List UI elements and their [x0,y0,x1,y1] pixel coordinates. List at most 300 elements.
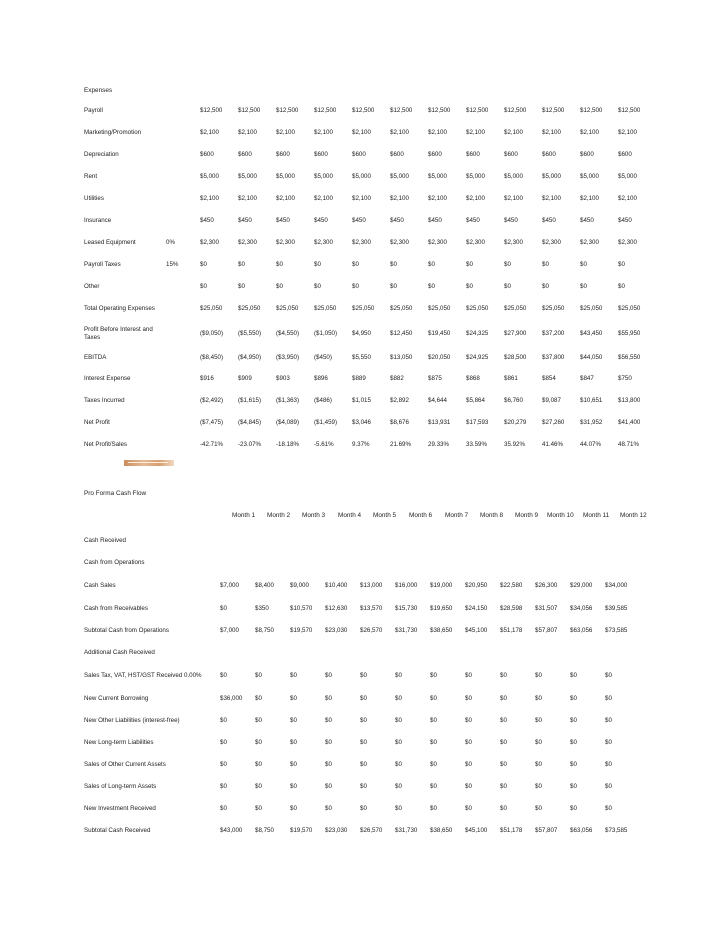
expenses-title: Expenses [84,87,113,94]
expense-row-label: Payroll [84,107,103,114]
cashflow-cell: $0 [395,783,402,790]
cashflow-cell: $0 [535,695,542,702]
cashflow-cell: $31,507 [535,605,558,612]
expense-cell: $2,100 [504,195,523,202]
expense-cell: $25,050 [238,305,261,312]
cashflow-cell: $10,400 [325,582,348,589]
cashflow-cell [500,642,535,664]
cashflow-row-label: Sales Tax, VAT, HST/GST Received [84,672,183,679]
expense-row-rate: 0% [166,239,175,246]
expense-cell: $25,050 [580,305,603,312]
expense-cell: 33.59% [466,441,487,448]
cashflow-cell: $0 [605,717,612,724]
month-header: Month 9 [515,512,539,519]
cashflow-cell [290,552,325,574]
expense-cell: $750 [618,375,632,382]
cashflow-cell: $0 [500,783,507,790]
expense-cell: $600 [466,151,480,158]
cashflow-cell: $0 [255,672,262,679]
cashflow-cell: $19,570 [290,827,313,834]
expense-cell: $4,950 [352,330,371,337]
cashflow-cell [535,642,570,664]
cashflow-row-rate [184,642,220,664]
cashflow-cell: $0 [500,672,507,679]
expense-row [84,188,656,210]
expense-cell: $600 [580,151,594,158]
cashflow-cell: $0 [220,672,227,679]
month-header: Month 5 [373,512,397,519]
expense-cell: $2,100 [580,195,599,202]
cashflow-cell: $0 [220,761,227,768]
expense-cell: $5,000 [466,173,485,180]
expense-row-label: Rent [84,173,98,180]
expense-cell: ($9,050) [200,330,224,337]
expense-cell: $2,300 [618,239,637,246]
cashflow-cell: $0 [255,717,262,724]
cashflow-cell: $0 [500,761,507,768]
expense-cell: $2,100 [352,195,371,202]
expense-cell: $12,500 [428,107,451,114]
cashflow-cell: $0 [605,783,612,790]
cashflow-row-label: Subtotal Cash from Operations [84,627,169,634]
cashflow-cell: $0 [430,672,437,679]
expense-cell: $2,100 [352,129,371,136]
cashflow-cell: $19,000 [430,582,453,589]
expense-cell: $25,050 [504,305,527,312]
cashflow-cell: $19,650 [430,605,453,612]
cashflow-row [84,776,640,798]
cashflow-cell: $0 [430,739,437,746]
expense-cell: $450 [542,217,556,224]
cashflow-cell: $0 [570,717,577,724]
expense-cell: $600 [200,151,214,158]
cashflow-cell: $0 [325,739,332,746]
cashflow-cell: $0 [255,805,262,812]
cashflow-row [84,530,640,552]
expense-row-label: Interest Expense [84,375,131,382]
expense-cell: $450 [428,217,442,224]
cashflow-cell: $26,570 [360,627,383,634]
expense-cell: $43,450 [580,330,603,337]
expense-cell: $882 [390,375,404,382]
expense-cell: $0 [352,283,359,290]
expense-cell: $2,100 [390,129,409,136]
expense-row-label: Other [84,283,100,290]
expense-cell: $5,000 [390,173,409,180]
expense-cell: $13,800 [618,397,641,404]
cashflow-row-rate [184,710,220,732]
expense-cell: $0 [200,283,207,290]
expense-cell: 29.33% [428,441,449,448]
expense-cell: $0 [428,261,435,268]
expense-row-rate [166,210,200,232]
expense-cell: 48.71% [618,441,639,448]
cashflow-cell: $29,000 [570,582,593,589]
expense-cell: $0 [580,261,587,268]
cashflow-cell: $0 [535,761,542,768]
expense-cell: ($4,089) [276,419,300,426]
cashflow-row-label: New Other Liabilities (interest-free) [84,717,180,724]
cashflow-cell: $34,056 [570,605,593,612]
cashflow-cell: $0 [290,717,297,724]
expense-row-rate [166,390,200,412]
cashflow-cell [570,552,605,574]
expense-cell: $4,644 [428,397,447,404]
cashflow-cell [570,530,605,552]
expense-cell: $600 [276,151,290,158]
cashflow-cell [290,530,325,552]
cashflow-cell: $0 [325,761,332,768]
expense-cell: $450 [200,217,214,224]
expense-row-rate [166,412,200,434]
cash-flow-title: Pro Forma Cash Flow [84,490,147,497]
expense-cell: $0 [580,283,587,290]
cashflow-cell [465,552,500,574]
cashflow-cell: $9,000 [290,582,309,589]
expense-cell: $20,050 [428,354,451,361]
cashflow-cell [430,552,465,574]
expense-cell: ($5,550) [238,330,262,337]
expense-cell: $0 [238,283,245,290]
expense-cell: $25,050 [314,305,337,312]
expense-row [84,320,656,348]
expense-cell: $854 [542,375,556,382]
expense-cell: $5,000 [200,173,219,180]
cashflow-cell: $36,000 [220,695,243,702]
expense-cell: $2,100 [314,129,333,136]
expense-cell: $25,050 [276,305,299,312]
expense-row-rate [166,298,200,320]
expense-row-rate [166,166,200,188]
month-header: Month 2 [267,512,291,519]
expense-cell: $2,100 [504,129,523,136]
expense-row-rate [166,122,200,144]
expense-row [84,298,656,320]
cashflow-row-rate [184,732,220,754]
expense-cell: $13,050 [390,354,413,361]
expense-row [84,434,656,456]
cashflow-cell: $0 [570,672,577,679]
expense-cell: $2,100 [314,195,333,202]
cashflow-cell: $0 [360,739,367,746]
expense-cell: $27,900 [504,330,527,337]
expense-cell: $0 [466,261,473,268]
expense-cell: $5,000 [542,173,561,180]
expense-cell: ($1,459) [314,419,338,426]
expense-cell: $5,000 [314,173,333,180]
cashflow-cell: $0 [570,805,577,812]
cashflow-cell: $0 [360,695,367,702]
expense-cell: $2,300 [352,239,371,246]
cashflow-cell: $0 [395,761,402,768]
expense-cell: $2,100 [428,195,447,202]
expense-row [84,254,656,276]
expense-cell: $25,050 [466,305,489,312]
cashflow-cell: $0 [500,695,507,702]
cashflow-row [84,552,640,574]
expense-cell: $2,300 [314,239,333,246]
cashflow-cell: $0 [465,805,472,812]
cashflow-cell: $23,030 [325,627,348,634]
expense-cell: $2,300 [390,239,409,246]
expense-row-rate [166,144,200,166]
expense-cell: $2,100 [580,129,599,136]
cashflow-cell: $10,570 [290,605,313,612]
expense-cell: $2,100 [390,195,409,202]
expense-cell: $27,260 [542,419,565,426]
expense-cell: $896 [314,375,328,382]
month-header: Month 8 [480,512,504,519]
month-header: Month 3 [302,512,326,519]
expense-row [84,232,656,254]
expense-cell: 21.69% [390,441,411,448]
cashflow-cell: $45,100 [465,827,488,834]
expense-cell: $55,950 [618,330,641,337]
expense-cell: $875 [428,375,442,382]
cashflow-cell: $0 [395,739,402,746]
cashflow-cell: $0 [605,761,612,768]
expense-cell: $600 [504,151,518,158]
cashflow-cell: $0 [535,672,542,679]
expense-cell: $12,500 [618,107,641,114]
cashflow-cell: $0 [360,805,367,812]
cashflow-row-rate [184,688,220,710]
cashflow-cell [395,552,430,574]
cashflow-cell: $0 [535,805,542,812]
expense-cell: $12,500 [352,107,375,114]
expense-cell: $25,050 [352,305,375,312]
cashflow-row-label: Cash Sales [84,582,116,589]
expense-cell: $2,100 [238,129,257,136]
expense-row-label: Net Profit [84,419,110,426]
expense-row-rate [166,100,200,122]
expense-cell: $2,300 [428,239,447,246]
cashflow-cell [430,642,465,664]
expense-cell: $450 [504,217,518,224]
expense-cell: $8,676 [390,419,409,426]
cashflow-cell: $31,730 [395,827,418,834]
expense-cell: $909 [238,375,252,382]
cashflow-row [84,710,640,732]
expense-row-label: EBITDA [84,354,107,361]
expense-cell: $41,400 [618,419,641,426]
cashflow-cell: $45,100 [465,627,488,634]
expense-row-label: Utilities [84,195,104,202]
expense-cell: $0 [618,261,625,268]
cashflow-row-label: Sales of Other Current Assets [84,761,166,768]
cashflow-cell [570,642,605,664]
expense-cell: $2,300 [542,239,561,246]
expense-cell: $12,500 [238,107,261,114]
expense-cell: $2,300 [238,239,257,246]
cashflow-row-rate [184,798,220,820]
cashflow-cell [395,530,430,552]
cashflow-cell: $7,000 [220,582,239,589]
expense-cell: $25,050 [542,305,565,312]
expense-cell: $5,000 [352,173,371,180]
expense-cell: $0 [618,283,625,290]
cashflow-cell: $26,570 [360,827,383,834]
expense-cell: $20,279 [504,419,527,426]
cashflow-cell: $0 [290,761,297,768]
expense-cell: ($4,845) [238,419,262,426]
expense-row [84,276,656,298]
cashflow-row [84,574,640,598]
expense-row-label: Total Operating Expenses [84,305,155,312]
expense-row [84,412,656,434]
expense-cell: $2,100 [200,195,219,202]
cashflow-row-label: New Long-term Liabilities [84,739,154,746]
expense-cell: $450 [314,217,328,224]
month-header: Month 12 [620,512,647,519]
cashflow-cell [430,530,465,552]
cashflow-row [84,798,640,820]
cashflow-cell: $31,730 [395,627,418,634]
expense-cell: $12,500 [542,107,565,114]
cashflow-cell: $0 [605,805,612,812]
cashflow-row [84,642,640,664]
cashflow-cell: $0 [605,739,612,746]
expense-cell: $2,100 [618,129,637,136]
cashflow-cell: $0 [325,695,332,702]
cashflow-cell: $16,000 [395,582,418,589]
cashflow-cell [220,642,255,664]
cashflow-cell: $0 [255,739,262,746]
expense-row-rate [166,368,200,390]
cashflow-cell: $22,580 [500,582,523,589]
cashflow-cell: $7,000 [220,627,239,634]
expense-cell: $17,593 [466,419,489,426]
expense-cell: 44.07% [580,441,601,448]
cashflow-cell: $0 [360,672,367,679]
expense-cell: $0 [314,261,321,268]
expense-cell: $24,325 [466,330,489,337]
expense-cell: $25,050 [390,305,413,312]
cashflow-row-label: Subtotal Cash Received [84,827,151,834]
cashflow-cell: $73,585 [605,827,628,834]
month-header: Month 11 [583,512,610,519]
expense-cell: ($1,615) [238,397,262,404]
cashflow-cell: $28,598 [500,605,523,612]
cashflow-cell: $0 [395,695,402,702]
month-header: Month 7 [445,512,469,519]
expense-cell: $5,000 [504,173,523,180]
cashflow-cell: $0 [290,695,297,702]
cashflow-cell [325,530,360,552]
expense-cell: $2,300 [504,239,523,246]
expense-row [84,210,656,232]
expense-row-label: Depreciation [84,151,119,158]
cashflow-cell: $350 [255,605,269,612]
cashflow-row-rate [184,620,220,642]
expense-cell: $600 [352,151,366,158]
cashflow-cell: $0 [570,695,577,702]
expense-cell: $12,500 [504,107,527,114]
expense-cell: $450 [618,217,632,224]
cashflow-cell: $0 [360,717,367,724]
cashflow-cell: $0 [395,717,402,724]
expense-row-rate [166,320,200,348]
expense-row-label: Net Profit/Sales [84,441,127,448]
expense-cell: $5,864 [466,397,485,404]
expense-cell: $2,100 [542,195,561,202]
cashflow-cell: $0 [465,739,472,746]
cashflow-cell: $0 [360,783,367,790]
cashflow-row-label: Additional Cash Received [84,649,155,656]
expense-cell: ($4,550) [276,330,300,337]
expense-cell: $2,100 [276,129,295,136]
expense-cell: $9,087 [542,397,561,404]
cashflow-cell: $51,178 [500,627,523,634]
cashflow-cell [290,642,325,664]
cashflow-cell [220,552,255,574]
cashflow-row-label: Sales of Long-term Assets [84,783,157,790]
cashflow-cell: $0 [220,605,227,612]
expense-cell: $450 [352,217,366,224]
cashflow-cell: $0 [290,783,297,790]
expense-cell: $10,651 [580,397,603,404]
cashflow-cell [535,530,570,552]
expense-cell: -23.07% [238,441,262,448]
expense-row-label: Taxes Incurred [84,397,125,404]
cashflow-cell [500,530,535,552]
cashflow-cell: $19,570 [290,627,313,634]
cashflow-cell: $15,730 [395,605,418,612]
expense-cell: $600 [542,151,556,158]
cashflow-cell: $43,000 [220,827,243,834]
expense-cell: $1,015 [352,397,371,404]
cashflow-cell: $0 [325,783,332,790]
expense-cell: $5,000 [276,173,295,180]
cashflow-cell: $0 [220,783,227,790]
cashflow-cell: $0 [500,717,507,724]
cashflow-row [84,754,640,776]
cashflow-row-rate [184,552,220,574]
expense-cell: $0 [390,261,397,268]
cashflow-row [84,598,640,620]
expense-cell: ($486) [314,397,332,404]
cashflow-cell: $13,570 [360,605,383,612]
expense-cell: $0 [276,283,283,290]
cashflow-cell: $0 [290,739,297,746]
cashflow-cell: $38,650 [430,627,453,634]
expense-cell: $450 [238,217,252,224]
cashflow-cell [605,552,640,574]
cashflow-row-rate [184,754,220,776]
expense-row-rate [166,348,200,368]
cashflow-row-rate [184,598,220,620]
expense-cell: $600 [390,151,404,158]
cashflow-row-rate [184,530,220,552]
expense-cell: $25,050 [200,305,223,312]
expense-cell: $2,100 [238,195,257,202]
cashflow-cell [360,552,395,574]
cashflow-cell: $57,807 [535,627,558,634]
cashflow-cell: $23,030 [325,827,348,834]
expense-cell: $37,800 [542,354,565,361]
cashflow-cell: $0 [395,805,402,812]
expense-cell: $0 [428,283,435,290]
cashflow-cell: $51,178 [500,827,523,834]
expense-cell: $2,100 [466,129,485,136]
expense-cell: -42.71% [200,441,224,448]
expense-cell: $600 [618,151,632,158]
expense-row [84,390,656,412]
cashflow-row [84,620,640,642]
expense-cell: 41.46% [542,441,563,448]
cashflow-cell [500,552,535,574]
cashflow-cell: $0 [465,672,472,679]
